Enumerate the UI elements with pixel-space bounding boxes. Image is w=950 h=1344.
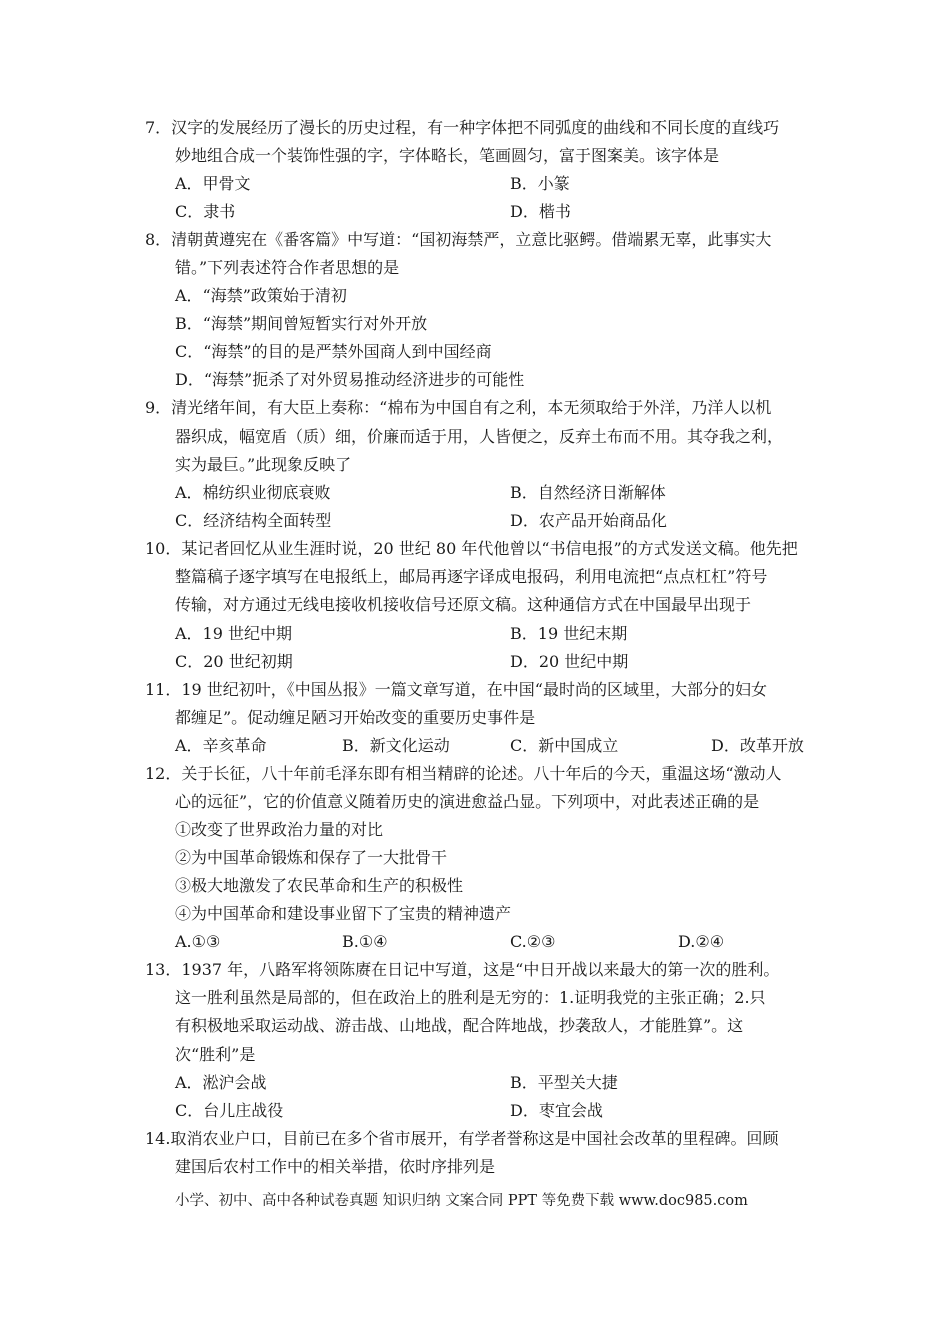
q9-stem-line-1: 9．清光绪年间，有大臣上奏称：“棉布为中国自有之利，本无须取给于外洋，乃洋人以机: [145, 398, 772, 417]
q10-stem-line-2: 整篇稿子逐字填写在电报纸上，邮局再逐字译成电报码，利用电流把“点点杠杠”符号: [175, 567, 768, 586]
q12-option-a: A.①③: [175, 932, 221, 951]
q13-option-d: D．枣宜会战: [510, 1101, 603, 1120]
q10-stem-line-1: 10．某记者回忆从业生涯时说，20 世纪 80 年代他曾以“书信电报”的方式发送文稿。他先把: [145, 539, 798, 558]
q11-stem-line-2: 都缠足”。促动缠足陋习开始改变的重要历史事件是: [175, 708, 536, 727]
q13-stem-line-2: 这一胜利虽然是局部的，但在政治上的胜利是无穷的：1.证明我党的主张正确；2.只: [175, 988, 766, 1007]
q12-option-d: D.②④: [678, 932, 725, 951]
q10-stem-line-3: 传输，对方通过无线电接收机接收信号还原文稿。这种通信方式在中国最早出现于: [175, 595, 752, 614]
q7-option-d: D．楷书: [510, 202, 571, 221]
q12-item-4: ④为中国革命和建设事业留下了宝贵的精神遗产: [175, 904, 512, 923]
q13-stem-line-3: 有积极地采取运动战、游击战、山地战，配合阵地战，抄袭敌人，才能胜算”。这: [175, 1016, 744, 1035]
q12-stem-line-2: 心的远征”，它的价值意义随着历史的演进愈益凸显。下列项中，对此表述正确的是: [175, 792, 760, 811]
q9-option-b: B．自然经济日渐解体: [510, 483, 666, 502]
q13-option-c: C．台儿庄战役: [175, 1101, 284, 1120]
q13-stem-line-4: 次“胜利”是: [175, 1045, 256, 1064]
q10-option-c: C．20 世纪初期: [175, 652, 293, 671]
q9-stem-line-2: 器织成，幅宽盾（质）细，价廉而适于用，人皆便之，反弃土布而不用。其夺我之利，: [175, 427, 784, 446]
q11-option-a: A．辛亥革命: [175, 736, 267, 755]
q11-option-d: D．改革开放: [711, 736, 804, 755]
q13-option-a: A．淞沪会战: [175, 1073, 267, 1092]
q7-option-b: B．小篆: [510, 174, 570, 193]
q11-stem-line-1: 11．19 世纪初叶，《中国丛报》一篇文章写道，在中国“最时尚的区域里，大部分的妇女: [145, 680, 767, 699]
q9-stem-line-3: 实为最巨。”此现象反映了: [175, 455, 352, 474]
q13-option-b: B．平型关大捷: [510, 1073, 618, 1092]
q10-option-d: D．20 世纪中期: [510, 652, 629, 671]
q7-stem-line-2: 妙地组合成一个装饰性强的字，字体略长，笔画圆匀，富于图案美。该字体是: [175, 146, 720, 165]
q8-stem-line-2: 错。”下列表述符合作者思想的是: [175, 258, 400, 277]
q8-option-b: B．“海禁”期间曾短暂实行对外开放: [175, 314, 428, 333]
q12-item-2: ②为中国革命锻炼和保存了一大批骨干: [175, 848, 448, 867]
q8-option-c: C．“海禁”的目的是严禁外国商人到中国经商: [175, 342, 492, 361]
q12-option-c: C.②③: [510, 932, 556, 951]
footer-text: 小学、初中、高中各种试卷真题 知识归纳 文案合同 PPT 等免费下载 www.doc985.com: [175, 1193, 748, 1209]
q7-option-c: C．隶书: [175, 202, 236, 221]
q12-item-3: ③极大地激发了农民革命和生产的积极性: [175, 876, 464, 895]
q12-option-b: B.①④: [342, 932, 388, 951]
q8-option-a: A．“海禁”政策始于清初: [175, 286, 347, 305]
q9-option-d: D．农产品开始商品化: [510, 511, 667, 530]
q7-stem-line-1: 7．汉字的发展经历了漫长的历史过程，有一种字体把不同弧度的曲线和不同长度的直线巧: [145, 118, 780, 137]
q12-item-1: ①改变了世界政治力量的对比: [175, 820, 384, 839]
q8-stem-line-1: 8．清朝黄遵宪在《番客篇》中写道：“国初海禁严，立意比驱鳄。借端累无辜，此事实大: [145, 230, 772, 249]
q7-option-a: A．甲骨文: [175, 174, 251, 193]
q10-option-a: A．19 世纪中期: [175, 624, 293, 643]
q10-option-b: B．19 世纪末期: [510, 624, 628, 643]
q13-stem-line-1: 13．1937 年，八路军将领陈赓在日记中写道，这是“中日开战以来最大的第一次的胜利。: [145, 960, 780, 979]
q9-option-c: C．经济结构全面转型: [175, 511, 332, 530]
q8-option-d: D．“海禁”扼杀了对外贸易推动经济进步的可能性: [175, 370, 525, 389]
q11-option-c: C．新中国成立: [510, 736, 619, 755]
q14-stem-line-1: 14.取消农业户口，目前已在多个省市展开，有学者誉称这是中国社会改革的里程碑。回顾: [145, 1129, 779, 1148]
q11-option-b: B．新文化运动: [342, 736, 450, 755]
q14-stem-line-2: 建国后农村工作中的相关举措，依时序排列是: [175, 1157, 496, 1176]
q12-stem-line-1: 12．关于长征，八十年前毛泽东即有相当精辟的论述。八十年后的今天，重温这场“激动人: [145, 764, 782, 783]
q9-option-a: A．棉纺织业彻底衰败: [175, 483, 331, 502]
